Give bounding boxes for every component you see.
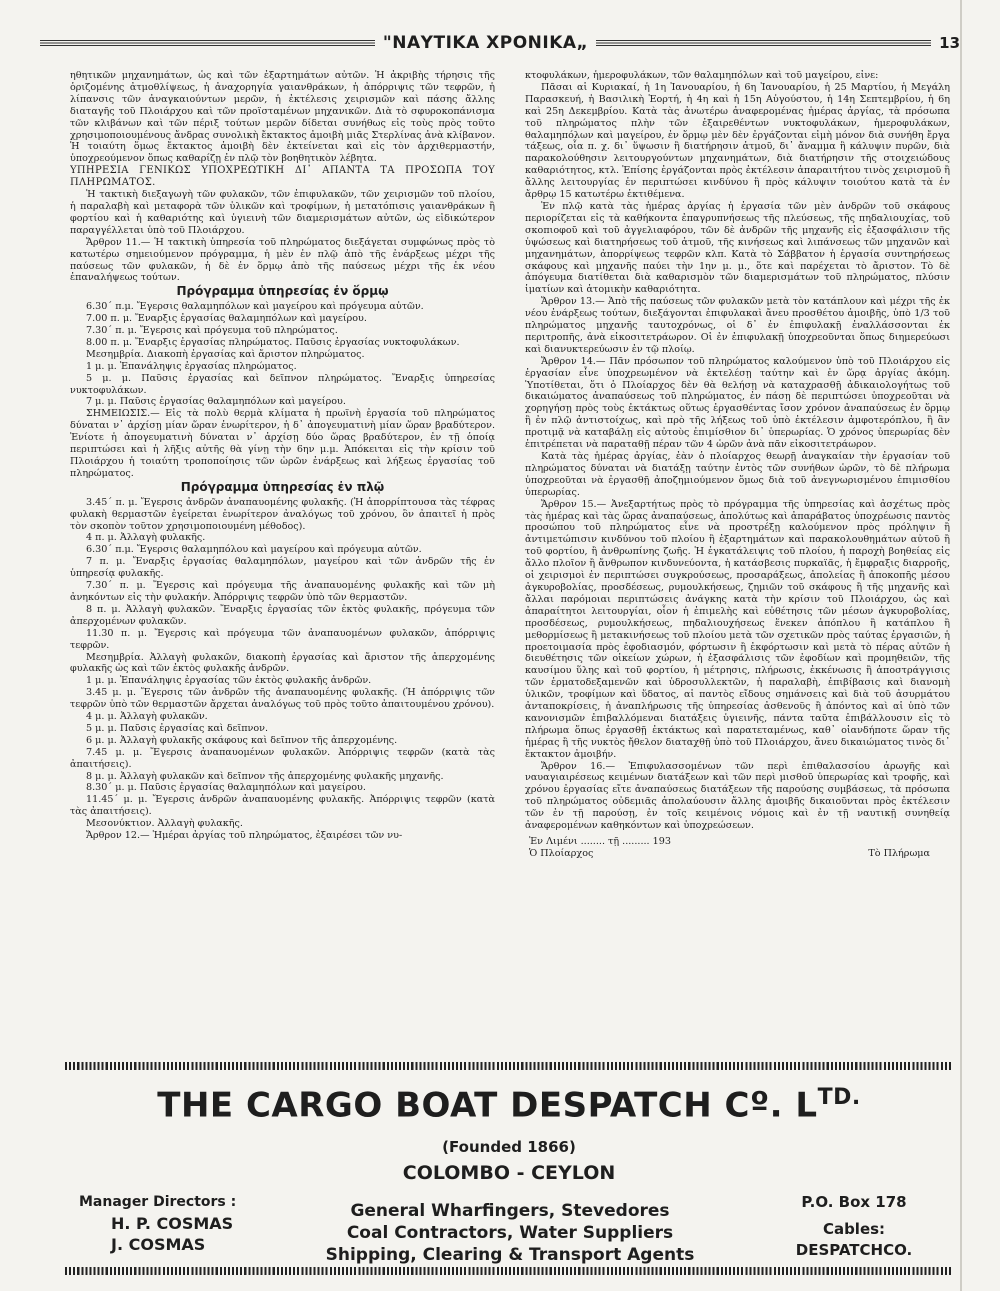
left-column <box>70 70 495 1060</box>
paragraph: 6 μ. μ. Ἀλλαγὴ φυλακῆς σκάφους καὶ δεῖπνον τῆς ἀπερχομένης. <box>86 734 398 746</box>
signature-captain: Ὁ Πλοίαρχος <box>529 847 594 859</box>
paragraph: ηθητικῶν μηχανημάτων, ὡς καὶ τῶν ἐξαρτημάτων αὐτῶν. Ἡ ἀκριβὴς τήρησις τῆς ὁριζομένης ἀτμοθλίψεως, ἡ ἀναχορηγία γαιανθράκων, ἡ ἀπόρριψις τῶν τεφρῶν, ἡ λίπανσις τῶν ἀναγκαιούντων μερῶν, ἡ ἐκτέλεσις χειρισμῶν καὶ πάσης ἄλλης διαταγῆς τοῦ Πλοιάρχου καὶ τῶν προϊσταμένων μηχανικῶν. Διὰ τὸ σφυροκοπάνισμα τῶν κλιβάνων καὶ τῶν πέριξ τούτων μερῶν δίδεται συνήθως εἰς τοὺς πρὸς τοῦτο χρησιμοποιουμένους ἄνδρας συνολικὴ ἔκτακτος ἀμοιβὴ μιᾶς Στερλίνας ἀνὰ κλίβανον. Ἡ τοιαύτη ὅμως ἔκτακτος ἀμοιβὴ δὲν ἐκτείνεται καὶ εἰς τὸν ἀρχιθερμαστήν, ὑποχρεούμενον ὅπως καθαρίζῃ ἐν πλῷ τὸν βοηθητικὸν λέβητα. <box>70 70 495 165</box>
paragraph: Κατὰ τὰς ἡμέρας ἀργίας, ἐὰν ὁ πλοίαρχος θεωρῇ ἀναγκαίαν τὴν ἐργασίαν τοῦ πληρώματος δύναται νὰ διατάξῃ ταύτην ἐντὸς τῶν συνήθων ὡρῶν, τὸ δὲ πλήρωμα ὑποχρεοῦται νὰ ἐργασθῇ ἀποζημιούμενον ὅμως διὰ τοῦ ἀνεγνωρισμένου ἐπιμισθίου ὑπερωρίας. <box>525 451 950 498</box>
paragraph: 7.30΄ π. μ. Ἔγερσις καὶ πρόγευμα τοῦ πληρώματος. <box>86 325 338 337</box>
paragraph: 4 μ. μ. Ἀλλαγὴ φυλακῶν. <box>86 711 208 723</box>
paragraph: κτοφυλάκων, ἡμεροφυλάκων, τῶν θαλαμηπόλων καὶ τοῦ μαγείρου, εἶνε: <box>525 70 879 81</box>
advertisement-box <box>65 1062 953 1275</box>
paragraph: 8 π. μ. Ἀλλαγὴ φυλακῶν. Ἔναρξις ἐργασίας τῶν ἐκτὸς φυλακῆς, πρόγευμα τῶν ἀπερχομένων φυλακῶν. <box>70 603 495 627</box>
paragraph: Ἡ τακτικὴ διεξαγωγὴ τῶν φυλακῶν, τῶν ἐπιφυλακῶν, τῶν χειρισμῶν τοῦ πλοίου, ἡ παραλαβὴ καὶ μεταφορὰ τῶν ὑλικῶν καὶ τροφίμων, ἡ μετατόπισις γαιανθράκων ἢ φορτίου καὶ ἡ καθαριότης καὶ ὑγιεινὴ τῶν διαμερισμάτων αὐτῶν, ὡς εἰδικώτερον παραγγέλλεται ὑπὸ τοῦ Πλοιάρχου. <box>70 189 495 236</box>
paragraph: ΣΗΜΕΙΩΣΙΣ.— Εἰς τὰ πολὺ θερμὰ κλίματα ἡ πρωϊνὴ ἐργασία τοῦ πληρώματος δύναται ν᾿ ἀρχίσῃ μίαν ὥραν ἐνωρίτερον, ἡ δ᾿ ἀπογευματινὴ μίαν ὥραν βραδύτερον. Ἐνίοτε ἡ ἀπογευματινὴ δύναται ν᾿ ἀρχίσῃ δύο ὥρας βραδύτερον, ἐν τῇ ὁποίᾳ περιπτώσει καὶ ἡ λῆξις αὐτῆς θὰ γίνῃ τὴν 6ην μ.μ. Ἀπόκειται εἰς τὴν κρίσιν τοῦ Πλοιάρχου ἡ τοιαύτη τροποποίησις τῶν ὡρῶν ἐνάρξεως καὶ λήξεως ἐργασίας τοῦ πληρώματος. <box>70 408 495 479</box>
paragraph: 6.30΄ π.μ. Ἔγερσις θαλαμηπόλων καὶ μαγείρου καὶ πρόγευμα αὐτῶν. <box>86 301 424 313</box>
paragraph: 5 μ. μ. Παῦσις ἐργασίας καὶ δεῖπνον πληρώματος. Ἔναρξις ὑπηρεσίας νυκτοφυλάκων. <box>70 372 495 396</box>
ad-cables: DESPATCHCO. <box>795 1241 913 1259</box>
paragraph: Ἄρθρον 11.— Ἡ τακτικὴ ὑπηρεσία τοῦ πληρώματος διεξάγεται συμφώνως πρὸς τὸ κατωτέρω σημειούμενον πρόγραμμα, ἡ μὲν ἐν πλῷ ἀπὸ τῆς ἐνάρξεως μέχρι τῆς παύσεως τῶν φυλακῶν, ἡ δὲ ἐν ὅρμῳ ἀπὸ τῆς παύσεως μέχρι τῆς ἐκ νέου ἐπαναλήψεως τούτων. <box>70 236 495 284</box>
ad-founded: (Founded 1866) <box>442 1138 576 1156</box>
signature-place-line <box>525 836 950 848</box>
page-edge-line <box>960 0 962 1291</box>
paragraph: 6.30΄ π.μ. Ἔγερσις θαλαμηπόλου καὶ μαγείρου καὶ πρόγευμα αὐτῶν. <box>86 544 422 556</box>
paragraph: 8.30΄ μ. μ. Παῦσις ἐργασίας θαλαμηπόλων καὶ μαγείρου. <box>86 782 366 794</box>
signature-place-text: Ἐν Λιμένι ........ τῇ ......... 193 <box>529 836 671 847</box>
paragraph: Ἄρθρον 16.— Ἐπιφυλασσομένων τῶν περὶ ἐπιθαλασσίου ἀρωγῆς καὶ ναυαγιαιρέσεως κειμένων διατάξεων καὶ τῶν περὶ μισθοῦ ὑπερωρίας καὶ τροφῆς, καὶ χρόνου ἐργασίας εἴτε ἀναπαύσεως διατάξεων τῆς παρούσης συμβάσεως, τὰ πρόσωπα τοῦ πληρώματος οὐδεμιᾶς ἀπολαύουσιν ἄλλης ἀμοιβῆς δικαιοῦνται πρὸς ἐκτέλεσιν τῶν ἐν τῇ παρούσῃ, ἐν τοῖς κειμένοις νόμοις καὶ ἐν τῇ ναυτικῇ συνηθείᾳ ἀναφερομένων καθηκόντων καὶ ὑποχρεώσεων. <box>525 760 950 832</box>
signature-line <box>525 848 950 860</box>
paragraph: 11.45΄ μ. μ. Ἔγερσις ἀνδρῶν ἀναπαυομένης φυλακῆς. Ἀπόρριψις τεφρῶν (κατὰ τὰς ἀπαιτήσεις). <box>70 794 495 818</box>
paragraph: 7.30΄ π. μ. Ἔγερσις καὶ πρόγευμα τῆς ἀναπαυομένης φυλακῆς καὶ τῶν μὴ ἀνηκόντων εἰς τὴν φυλακήν. Ἀπόρριψις τεφρῶν ὑπὸ τῶν θερμαστῶν. <box>70 580 495 603</box>
paragraph: 5 μ. μ. Παῦσις ἐργασίας καὶ δεῖπνον. <box>86 722 269 734</box>
paragraph: Ἄρθρον 15.— Ἀνεξαρτήτως πρὸς τὸ πρόγραμμα τῆς ὑπηρεσίας καὶ ἀσχέτως πρὸς τὰς ἡμέρας καὶ τὰς ὥρας ἀναπαύσεως, ἀπολύτως καὶ ἀπαράβατος ὑποχρέωσις παντὸς προσώπου τοῦ πληρώματος εἶνε νὰ προστρέξῃ καλούμενον πρὸς πρόληψιν ἢ ἀντιμετώπισιν κινδύνου τοῦ πλοίου ἢ ἐξαρτημάτων καὶ παρακολουθημάτων αὐτοῦ ἢ τοῦ φορτίου, ἢ ἀνθρωπίνης ζωῆς. Ἡ ἐγκατάλειψις τοῦ πλοίου, ἡ παροχὴ βοηθείας εἰς ἄλλο πλοῖον ἢ ἄνθρωπον κινδυνεύοντα, ἡ κατάσβεσις πυρκαϊᾶς, ἡ ἔμφραξις διαρροῆς, οἱ χειρισμοὶ ἐν περιπτώσει συγκρούσεως, προσαράξεως, ἀπολείας ἢ ἀποκοπῆς μέσου ἀγκυροβολίας, προσδέσεως, ρυμουλκήσεως, ζημιῶν τοῦ σκάφους ἢ τῆς μηχανῆς καὶ ἄλλαι παρόμοιαι περιπτώσεις ἀνάγκης κατὰ τὴν κρίσιν τοῦ Πλοιάρχου, ὡς καὶ ἀπαραίτητοι λειτουργίαι, οἷον ἡ ἐπιμελὴς καὶ εὐθέτησις τῶν μέσων ἀγκυροβολίας, προσδέσεως, ρυμουλκήσεως, πηδαλιουχήσεως ἕνεκεν ἀπόπλου ἢ κατάπλου ἢ μεθορμίσεως ἢ μετακινήσεως τοῦ πλοίου μετὰ τῶν σχετικῶν πρὸς ταύτας ἐργασιῶν, ἡ προετοιμασία πρὸς ἐφοδιασμόν, φόρτωσιν ἢ ἐκφόρτωσιν καὶ μετὰ τὸ πέρας αὐτῶν ἡ διευθέτησις τῶν οἰκείων χώρων, ἡ ἐξασφάλισις τῶν ἐφοδίων καὶ προμηθειῶν, τῆς καυσίμου ὕλης καὶ τοῦ φορτίου, ἡ μέτρησις, πλήρωσις, ἐκκένωσις ἢ ἀποστράγγισις τῶν ἐρματοδεξαμενῶν καὶ ὑδροσυλλεκτῶν, ἡ παραλαβὴ, ἐπιβίβασις καὶ διανομὴ ὑλικῶν, τροφίμων καὶ ὕδατος, αἱ παντὸς εἴδους σημάνσεις καὶ διὰ τοῦ ἀσυρμάτου ἀνταποκρίσεις, ἡ ἀναπλήρωσις τῆς ὑπηρεσίας ἀσθενοῦς ἢ ἀπόντος καὶ αἱ ὑπὸ τῶν κανονισμῶν ἐπιβαλλόμεναι διατάξεις ὑγιεινῆς, πάντα ταῦτα ἐπιβάλλουσιν εἰς τὸ πλήρωμα ὅπως ἐργασθῇ ἐκτάκτως καὶ παρατεταμένως, καθ᾿ οἱανδήποτε ὥραν τῆς ἡμέρας ἢ τῆς νυκτὸς ἤθελον διαταχθῇ ὑπὸ τοῦ Πλοιάρχου, ἄνευ δικαιώματος τινὸς δι᾿ ἔκτακτον ἀμοιβήν. <box>525 498 950 760</box>
ad-service-line: General Wharfingers, Stevedores <box>350 1201 670 1221</box>
ad-company-superscript: TD. <box>817 1085 861 1110</box>
paragraph: 3.45 μ. μ. Ἔγερσις τῶν ἀνδρῶν τῆς ἀναπαυομένης φυλακῆς. (Ἡ ἀπόρριψις τῶν τεφρῶν ὑπὸ τῶν θερμαστῶν ἄρχεται ἀναλόγως τοῦ πρὸς τοῦτο ἀπαιτουμένου χρόνου). <box>70 687 495 711</box>
ad-service-line: Shipping, Clearing & Transport Agents <box>325 1245 695 1265</box>
ad-cables-label: Cables: <box>822 1220 886 1238</box>
ad-services <box>295 1200 725 1266</box>
ad-manager-name: H. P. COSMAS <box>111 1214 234 1233</box>
paragraph: 7.00 π. μ. Ἔναρξις ἐργασίας θαλαμηπόλων καὶ μαγείρου. <box>86 313 367 325</box>
header-rule-right <box>596 40 931 46</box>
ad-company-name <box>65 1085 953 1125</box>
ad-service-line: Coal Contractors, Water Suppliers <box>346 1223 674 1243</box>
paragraph: Ἐν πλῷ κατὰ τὰς ἡμέρας ἀργίας ἡ ἐργασία τῶν μὲν ἀνδρῶν τοῦ σκάφους περιορίζεται εἰς τὰ καθήκοντα ἐπαγρυπνήσεως τῆς πλεύσεως, τῆς πηδαλιουχίας, τοῦ σκοπιοφοῦ καὶ τοῦ ἀγγελιαφόρου, τῶν δὲ ἀνδρῶν τῆς μηχανῆς εἰς ἐξασφάλισιν τῆς ὑψώσεως καὶ διατηρήσεως τοῦ ἀτμοῦ, τῆς κινήσεως καὶ λιπάνσεως τῶν μηχανῶν καὶ μηχανημάτων, ἀπορρίψεως τεφρῶν κλπ. Κατὰ τὸ Σάββατον ἡ ἐργασία συντηρήσεως σκάφους καὶ μηχανῆς παύει τὴν 1ην μ. μ., ὅτε καὶ παρέχεται τὸ ἄριστον. Τὸ δὲ ἀπόγευμα διατίθεται διὰ καθαρισμὸν τῶν διαμερισμάτων τοῦ πληρώματος, πλύσιν ἱματίων καὶ ἀτομικὴν καθαριότητα. <box>525 200 950 296</box>
paragraph: 7.45 μ. μ. Ἔγερσις ἀναπαυομένων φυλακῶν. Ἀπόρριψις τεφρῶν (κατὰ τὰς ἀπαιτήσεις). <box>70 746 495 770</box>
signature-crew: Τὸ Πλήρωμα <box>868 847 930 859</box>
paragraph: 3.45΄ π. μ. Ἔγερσις ἀνδρῶν ἀναπαυομένης φυλακῆς. (Ἡ ἀπορρίπτουσα τὰς τέφρας φυλακὴ θερμαστῶν ἐγείρεται ἐνωρίτερον ἀναλόγως τοῦ χρόνου, ὃν ἀπαιτεῖ ἡ πρὸς τὸν σκοπὸν τοῦτον χρησιμοποιουμένη μέθοδος). <box>70 496 495 532</box>
paragraph: Μεσημβρία. Ἀλλαγὴ φυλακῶν, διακοπὴ ἐργασίας καὶ ἄριστον τῆς ἀπερχομένης φυλακῆς ὡς καὶ τῶν ἐκτὸς φυλακῆς ἀνδρῶν. <box>70 651 495 675</box>
paragraph: Μεσημβρία. Διακοπὴ ἐργασίας καὶ ἄριστον πληρώματος. <box>86 348 365 360</box>
journal-title: "ΝΑΥΤΙΚΑ ΧΡΟΝΙΚΑ„ <box>382 33 589 53</box>
ad-location: COLOMBO - CEYLON <box>402 1162 616 1184</box>
paragraph: 8.00 π. μ. Ἔναρξις ἐργασίας πληρώματος. Παῦσις ἐργασίας νυκτοφυλάκων. <box>86 336 460 348</box>
subsection-heading: ΥΠΗΡΕΣΙΑ ΓΕΝΙΚΩΣ ΥΠΟΧΡΕΩΤΙΚΗ ΔΙ᾿ ΑΠΑΝΤΑ ΤΑ ΠΡΟΣΩΠΑ ΤΟΥ ΠΛΗΡΩΜΑΤΟΣ. <box>70 165 495 189</box>
section-heading: Πρόγραμμα ὑπηρεσίας ἐν ὅρμῳ <box>176 284 389 299</box>
paragraph: 7 π. μ. Ἔναρξις ἐργασίας θαλαμηπόλων, μαγείρου καὶ τῶν ἀνδρῶν τῆς ἐν ὑπηρεσίᾳ φυλακῆς. <box>70 556 495 580</box>
paragraph: Πᾶσαι αἱ Κυριακαί, ἡ 1η Ἰανουαρίου, ἡ 6η Ἰανουαρίου, ἡ 25 Μαρτίου, ἡ Μεγάλη Παρασκευή, ἡ Βασιλικὴ Ἑορτή, ἡ 4η καὶ ἡ 15η Αὐγούστου, ἡ 14η Σεπτεμβρίου, ἡ 6η καὶ 25η Δεκεμβρίου. Κατὰ τὰς ἀνωτέρω ἀναφερομένας ἡμέρας ἀργίας, τὰ πρόσωπα τοῦ πληρώματος πλὴν τῶν ἐξαιρεθέντων νυκτοφυλάκων, ἡμεροφυλάκων, θαλαμηπόλων καὶ μαγείρου, ἐν ὅρμῳ μὲν δὲν ἐργάζονται εἰμὴ μόνον διὰ συνήθη ἔργα τάξεως, οἷα π. χ. δι᾿ ὕψωσιν ἢ διατήρησιν ἀτμοῦ, δι᾿ ἄναμμα ἢ κάλυψιν πυρῶν, διὰ παρακολούθησιν λειτουργούντων μηχανημάτων, διὰ διατήρησιν τῆς στοιχειώδους καθαριότητος, κτλ. Ἐπίσης ἐργάζονται πρὸς ἐκτέλεσιν ἀπαραιτήτου τινὸς χειρισμοῦ ἢ ἄλλης λειτουργίας ἐν περιπτώσει κινδύνου ἢ πρὸς κάλυψιν τοιούτου κατὰ τὰ ἐν ἄρθρῳ 15 κατωτέρω ἐκτιθέμενα. <box>525 81 950 201</box>
paragraph: Ἄρθρον 13.— Ἀπὸ τῆς παύσεως τῶν φυλακῶν μετὰ τὸν κατάπλουν καὶ μέχρι τῆς ἐκ νέου ἐνάρξεως τούτων, διεξάγονται ἐπιφυλακαὶ ἄνευ προσθέτου ἀμοιβῆς, ὑπὸ 1/3 τοῦ πληρώματος μηχανῆς ταυτοχρόνως, οἱ δ᾿ ἐν ἐπιφυλακῇ ἐναλλάσσονται ἐκ περιτροπῆς, ἀνὰ εἰκοσιτετράωρον. Οἱ ἐν ἐπιφυλακῇ ὑποχρεοῦνται ὅπως διημερεύωσι καὶ διανυκτερεύωσιν ἐν τῷ πλοίῳ. <box>525 296 950 355</box>
ad-po-box: P.O. Box 178 <box>801 1193 907 1211</box>
header-rule-left <box>40 40 375 46</box>
ad-contact <box>769 1192 939 1261</box>
paragraph: 8 μ. μ. Ἀλλαγὴ φυλακῶν καὶ δεῖπνον τῆς ἀπερχομένης φυλακῆς μηχανῆς. <box>86 770 444 782</box>
paragraph: 1 μ. μ. Ἐπανάληψις ἐργασίας πληρώματος. <box>86 360 297 372</box>
paragraph: Ἄρθρον 12.— Ἡμέραι ἀργίας τοῦ πληρώματος, ἐξαιρέσει τῶν νυ- <box>86 830 403 842</box>
page-header <box>40 28 960 58</box>
ad-company-text: THE CARGO BOAT DESPATCH Cº. L <box>157 1085 818 1126</box>
paragraph: 4 π. μ. Ἀλλαγὴ φυλακῆς. <box>86 532 206 544</box>
ad-managers-label: Manager Directors : <box>79 1194 237 1210</box>
page-number: 13 <box>939 34 961 52</box>
ad-managers <box>79 1192 269 1255</box>
paragraph: 1 μ. μ. Ἐπανάληψις ἐργασίας τῶν ἐκτὸς φυλακῆς ἀνδρῶν. <box>86 675 372 687</box>
right-column <box>525 70 950 1060</box>
section-heading: Πρόγραμμα ὑπηρεσίας ἐν πλῷ <box>180 479 385 494</box>
paragraph: 7 μ. μ. Παῦσις ἐργασίας θαλαμηπόλων καὶ μαγείρου. <box>86 396 346 408</box>
paragraph: 11.30 π. μ. Ἔγερσις καὶ πρόγευμα τῶν ἀναπαυομένων φυλακῶν, ἀπόρριψις τεφρῶν. <box>70 627 495 651</box>
right-column-paragraphs <box>525 70 950 832</box>
ad-manager-name: J. COSMAS <box>111 1235 206 1254</box>
paragraph: Μεσονύκτιον. Ἀλλαγὴ φυλακῆς. <box>86 818 243 830</box>
paragraph: Ἄρθρον 14.— Πᾶν πρόσωπον τοῦ πληρώματος καλούμενον ὑπὸ τοῦ Πλοιάρχου εἰς ἐργασίαν εἶνε ὑποχρεωμένον νὰ ἐκτελέσῃ ταύτην καὶ ἐν ὥρᾳ ἀργίας ἀκόμη. Ὑποτίθεται, ὅτι ὁ Πλοίαρχος δὲν θὰ θελήσῃ νὰ καταχρασθῇ ἀδικαιολογήτως τοῦ δικαιώματος ἀναπαύσεως τοῦ πληρώματος, ἐν πάσῃ δὲ περιπτώσει ὑποχρεοῦται νὰ χορηγήσῃ πρὸς τοὺς ἐκτάκτως οὕτως ἐργασθέντας ἴσον χρόνον ἀναπαύσεως ἐν ὅρμῳ ἢ ἐν πλῷ ἀντιστοίχως, καὶ πρὸ τῆς λήξεως τοῦ ὑπὸ ἐκτέλεσιν ἀμφοτερόπλου, ἢ ἂν προτιμᾷ νὰ καταβάλῃ εἰς αὐτοὺς ἐπιμίσθιον δι᾿ ὑπερωρίας. Ὁ χρόνος ὑπερωρίας δὲν ἐπιτρέπεται νὰ παραταθῇ πέραν τῶν 4 ὡρῶν ἀνὰ πᾶν εἰκοσιτετράωρον. <box>525 355 950 451</box>
article-body <box>70 70 950 1060</box>
